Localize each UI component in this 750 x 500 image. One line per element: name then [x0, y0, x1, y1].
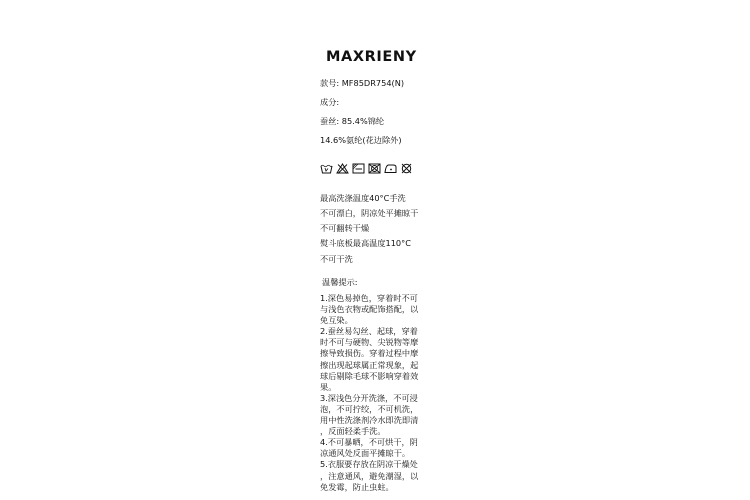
care-line-5: 不可干洗 — [320, 254, 353, 264]
tips-line: 用中性洗涤剂冷水即洗即清 — [320, 415, 419, 426]
tips-line: 泡，不可拧绞，不可机洗， — [320, 403, 419, 414]
iron-110-icon — [384, 163, 397, 174]
tips-line: 免互染。 — [320, 315, 353, 326]
tips-line: 免发霉，防止虫蛀。 — [320, 481, 394, 492]
composition-heading: 成分: — [320, 97, 340, 107]
tips-line: 凉通风处反面平摊晾干。 — [320, 448, 411, 459]
line-dry-shade-icon — [352, 163, 365, 174]
tips-line: 4.不可暴晒，不可烘干，阴 — [320, 437, 418, 448]
hand-wash-40-icon — [320, 163, 333, 174]
care-line-2: 不可漂白，阴凉处平摊晾干 — [320, 208, 419, 218]
tips-line: 2.蚕丝易勾丝、起球，穿着 — [320, 326, 418, 337]
no-tumble-dry-icon — [368, 163, 381, 174]
care-line-1: 最高洗涤温度40°C手洗 — [320, 193, 406, 203]
tips-line: 擦导致损伤。穿着过程中摩 — [320, 348, 419, 359]
tips-line: 5.衣服要存放在阴凉干燥处 — [320, 459, 418, 470]
tips-line: 1.深色易掉色，穿着时不可 — [320, 293, 418, 303]
tips-line: 时不可与硬物、尖锐物等摩 — [320, 337, 419, 348]
no-dry-clean-icon — [400, 163, 413, 174]
care-line-3: 不可翻转干燥 — [320, 223, 370, 233]
no-bleach-icon — [336, 163, 349, 174]
care-symbols — [320, 163, 413, 174]
care-line-4: 熨斗底板最高温度110°C — [320, 238, 411, 248]
brand-name: MAXRIENY — [326, 49, 417, 65]
tips-line: ，反面轻柔手洗。 — [320, 426, 386, 437]
style-number: 款号: MF85DR754(N) — [320, 78, 405, 88]
tips-line: 3.深浅色分开洗涤，不可浸 — [320, 392, 418, 403]
tips-block — [320, 293, 438, 493]
tips-line: 球后剔除毛球不影响穿着效 — [320, 370, 419, 381]
fiber-line-2: 14.6%氨纶(花边除外) — [320, 135, 402, 145]
tips-line: 与浅色衣物或配饰搭配，以 — [320, 304, 419, 315]
care-label — [318, 0, 438, 500]
tips-title: 温馨提示: — [322, 277, 358, 287]
fiber-line-1: 蚕丝: 85.4%锦纶 — [320, 116, 385, 126]
tips-line: 擦出现起球属正常现象，起 — [320, 359, 419, 370]
tips-line: 果。 — [320, 381, 337, 392]
tips-line: ，注意通风，避免潮湿，以 — [320, 470, 419, 481]
